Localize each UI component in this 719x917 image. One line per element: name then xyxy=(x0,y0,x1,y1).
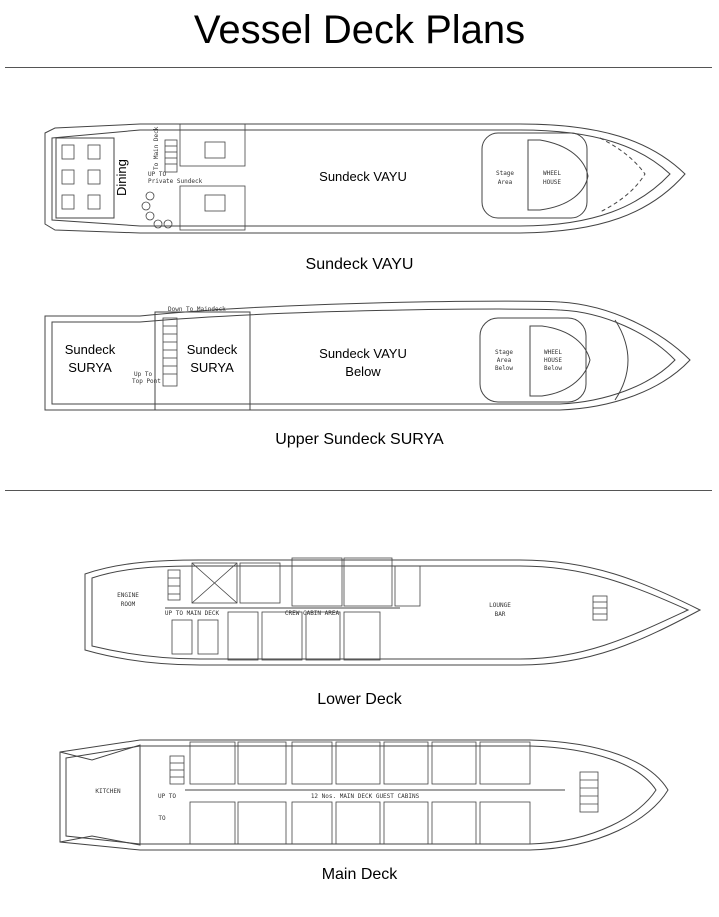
wheel-below-label-2: HOUSE xyxy=(543,357,563,364)
lounge-bar-label-1: LOUNGE xyxy=(489,602,511,609)
up-to-main-deck-label: UP TO MAIN DECK xyxy=(164,610,220,617)
stage-area-label-2: Area xyxy=(497,179,513,186)
wheel-below-label-1: WHEEL xyxy=(543,349,563,356)
sundeck-vayu-center-label: Sundeck VAYU xyxy=(319,169,407,184)
lower-deck-cabins xyxy=(172,558,420,660)
wheel-below-label-3: Below xyxy=(543,365,563,372)
dining-tables xyxy=(62,145,100,209)
lower-deck-caption: Lower Deck xyxy=(317,691,402,708)
surya-stairs xyxy=(163,318,177,386)
engine-room-label-1: ENGINE xyxy=(117,592,139,599)
kitchen-label: KITCHEN xyxy=(95,788,121,795)
vayu-below-label-2: Below xyxy=(345,364,381,379)
up-to-top-note-1: Up To xyxy=(134,371,153,378)
engine-room-label-2: ROOM xyxy=(120,601,136,608)
stage-below-label-2: Area xyxy=(496,357,512,364)
page-title: Vessel Deck Plans xyxy=(193,8,526,52)
main-deck-up-note: UP TO xyxy=(157,793,177,800)
sundeck-vayu-stairs xyxy=(165,140,177,172)
surya-left-label-1: Sundeck xyxy=(64,342,116,357)
surya-right-label-1: Sundeck xyxy=(186,342,238,357)
wheel-house-label-2: HOUSE xyxy=(542,179,562,186)
main-deck-caption: Main Deck xyxy=(321,866,398,883)
sundeck-vayu-caption: Sundeck VAYU xyxy=(305,256,414,273)
stage-below-label-1: Stage xyxy=(494,349,514,356)
private-sundeck-note: Private Sundeck xyxy=(148,178,203,185)
lower-deck-stairs xyxy=(168,570,607,620)
dining-label: Dining xyxy=(114,159,129,196)
lounge-bar-label-2: BAR xyxy=(494,611,506,618)
down-to-maindeck-note: Down To Maindeck xyxy=(168,306,226,313)
stage-below-label-3: Below xyxy=(494,365,514,372)
surya-left-label-2: SURYA xyxy=(68,360,112,375)
guest-cabins-label: 12 Nos. MAIN DECK GUEST CABINS xyxy=(310,793,420,800)
upper-sundeck-surya-caption: Upper Sundeck SURYA xyxy=(275,431,444,448)
guest-cabins-bottom xyxy=(190,802,530,844)
up-to-note: UP TO xyxy=(148,171,167,178)
main-deck-dn-note: TO xyxy=(158,815,166,822)
dining-area xyxy=(56,138,114,218)
guest-cabins-top xyxy=(190,742,530,784)
crew-cabin-area-label: CREW CABIN AREA xyxy=(284,610,340,617)
surya-right-label-2: SURYA xyxy=(190,360,234,375)
vayu-below-label-1: Sundeck VAYU xyxy=(319,346,407,361)
stage-area-label-1: Stage xyxy=(495,170,515,177)
kitchen-room xyxy=(60,745,140,845)
to-main-deck-note: To Main Deck xyxy=(153,126,160,170)
wheel-house-label-1: WHEEL xyxy=(542,170,562,177)
up-to-top-note-2: Top Pont xyxy=(132,378,161,385)
